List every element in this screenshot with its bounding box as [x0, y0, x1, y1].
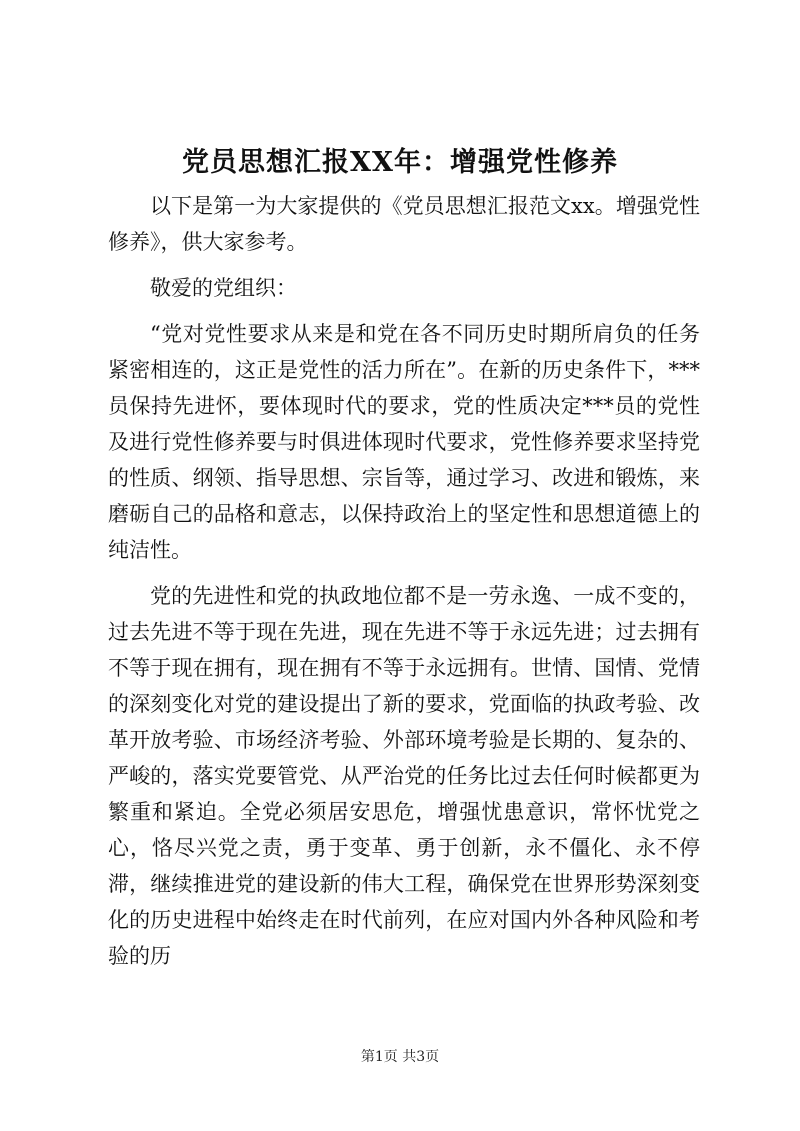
intro-paragraph: 以下是第一为大家提供的《党员思想汇报范文xx。增强党性修养》，供大家参考。: [108, 194, 700, 254]
salutation: 敬爱的党组织：: [150, 276, 297, 300]
document-title: 党员思想汇报XX年：增强党性修养: [182, 147, 618, 178]
body-paragraph-1: “党对党性要求从来是和党在各不同历史时期所肩负的任务紧密相连的，这正是党性的活力所在”。在新的历史条件下，***员保持先进怀，要体现时代的要求，党的性质决定***员的党性及进行党性修养要与时俱进体现时代要求，党性修养要求坚持党的性质、纲领、指导思想、宗旨等，通过学习、改进和锻炼，来磨砺自己的品格和意志，以保持政治上的坚定性和思想道德上的纯洁性。: [108, 322, 700, 562]
body-paragraph-2: 党的先进性和党的执政地位都不是一劳永逸、一成不变的，过去先进不等于现在先进，现在先进不等于永远先进；过去拥有不等于现在拥有，现在拥有不等于永远拥有。世情、国情、党情的深刻变化对党的建设提出了新的要求，党面临的执政考验、改革开放考验、市场经济考验、外部环境考验是长期的、复杂的、严峻的，落实党要管党、从严治党的任务比过去任何时候都更为繁重和紧迫。全党必须居安思危，增强忧患意识，常怀忧党之心，恪尽兴党之责，勇于变革、勇于创新，永不僵化、永不停滞，继续推进党的建设新的伟大工程，确保党在世界形势深刻变化的历史进程中始终走在时代前列，在应对国内外各种风险和考验的历: [108, 584, 700, 968]
page-number-footer: 第1页 共3页: [360, 1049, 440, 1065]
document-body: [108, 188, 700, 984]
